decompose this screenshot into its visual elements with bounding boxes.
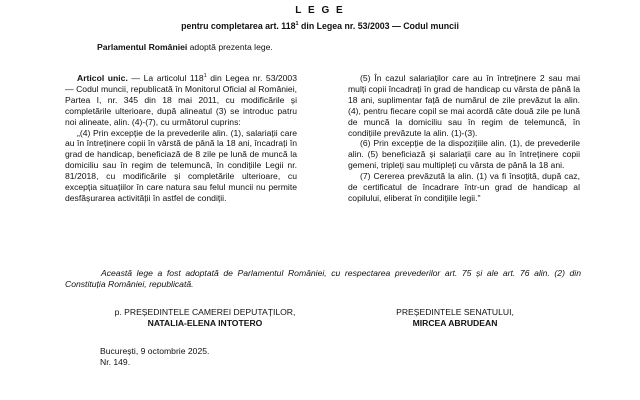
article-intro (65, 73, 297, 128)
law-title: L E G E (295, 5, 345, 16)
parliament-name: Parlamentul României (97, 42, 188, 52)
law-number: Nr. 149. (100, 356, 131, 367)
paragraph-5: (5) În cazul salariaților care au în întreținere 2 sau mai mulți copii încadrați în grad de handicap cu vârsta de până la 18 ani, suplimentar față de numărul de zile prevăzut la alin. (4), pentru fiecare copil se mai acordă câte două zile pe lună de muncă la domiciliu sau în regim de telemuncă, în condițiile prevăzute la alin. (1)-(3). (348, 73, 580, 138)
subtitle-text-pre: pentru completarea art. 118 (181, 21, 296, 31)
signature-left-name: NATALIA-ELENA INTOTERO (147, 317, 263, 328)
city-date: București, 9 octombrie 2025. (100, 346, 210, 356)
subtitle-superscript: 1 (295, 21, 299, 28)
law-subtitle (0, 21, 640, 32)
place-and-number (100, 346, 300, 368)
left-column (65, 73, 297, 204)
article-intro-b: din Legea nr. 53/2003 — Codul muncii, republicată în Monitorul Oficial al României, Partea I, nr. 345 din 18 mai 2011, cu modificările și completările ulterioare, după alineatul (3) se introduc patru noi alineate, alin. (4)-(7), cu următorul cuprins: (65, 73, 297, 127)
subtitle-text-post: din Legea nr. 53/2003 — Codul muncii (298, 21, 459, 31)
signature-senate (350, 307, 560, 329)
signature-left-role: p. PREȘEDINTELE CAMEREI DEPUTAȚILOR, (114, 307, 296, 317)
paragraph-4: „(4) Prin excepție de la prevederile alin. (1), salariații care au în întreținere copii în vârstă de până la 18 ani, încadrați în grad de handicap, beneficiază de 8 zile pe lună de muncă la domiciliu sau în regim de telemuncă, în condițiile Legii nr. 81/2018, cu modificările și completările ulterioare, cu excepția situațiilor în care natura sau felul muncii nu permite desfășurarea activității în astfel de condiții. (65, 127, 297, 203)
adoption-rest: adoptă prezenta lege. (187, 42, 273, 52)
adoption-statement (97, 42, 557, 53)
final-note: Această lege a fost adoptată de Parlamentul României, cu respectarea prevederilor art. 75 și ale art. 76 alin. (2) din Constituția României, republicată. (65, 268, 581, 289)
article-intro-a: — La articolul 118 (127, 73, 204, 83)
article-intro-superscript: 1 (203, 73, 207, 80)
paragraph-7: (7) Cererea prevăzută la alin. (1) va fi însoțită, după caz, de certificatul de încadrare într-un grad de handicap al copilului, eliberat în condițiile legii." (348, 171, 580, 203)
right-column (348, 73, 580, 204)
signature-chamber-deputies (100, 307, 310, 329)
paragraph-6: (6) Prin excepție de la dispozițiile alin. (1), de prevederile alin. (5) beneficiază și salariații care au în întreținere copii gemeni, tripleți sau multipleți cu vârsta de până la 18 ani. (348, 138, 580, 171)
signature-right-role: PREȘEDINTELE SENATULUI, (396, 307, 514, 317)
signature-right-name: MIRCEA ABRUDEAN (412, 317, 498, 328)
article-lead: Articol unic. (77, 73, 128, 83)
